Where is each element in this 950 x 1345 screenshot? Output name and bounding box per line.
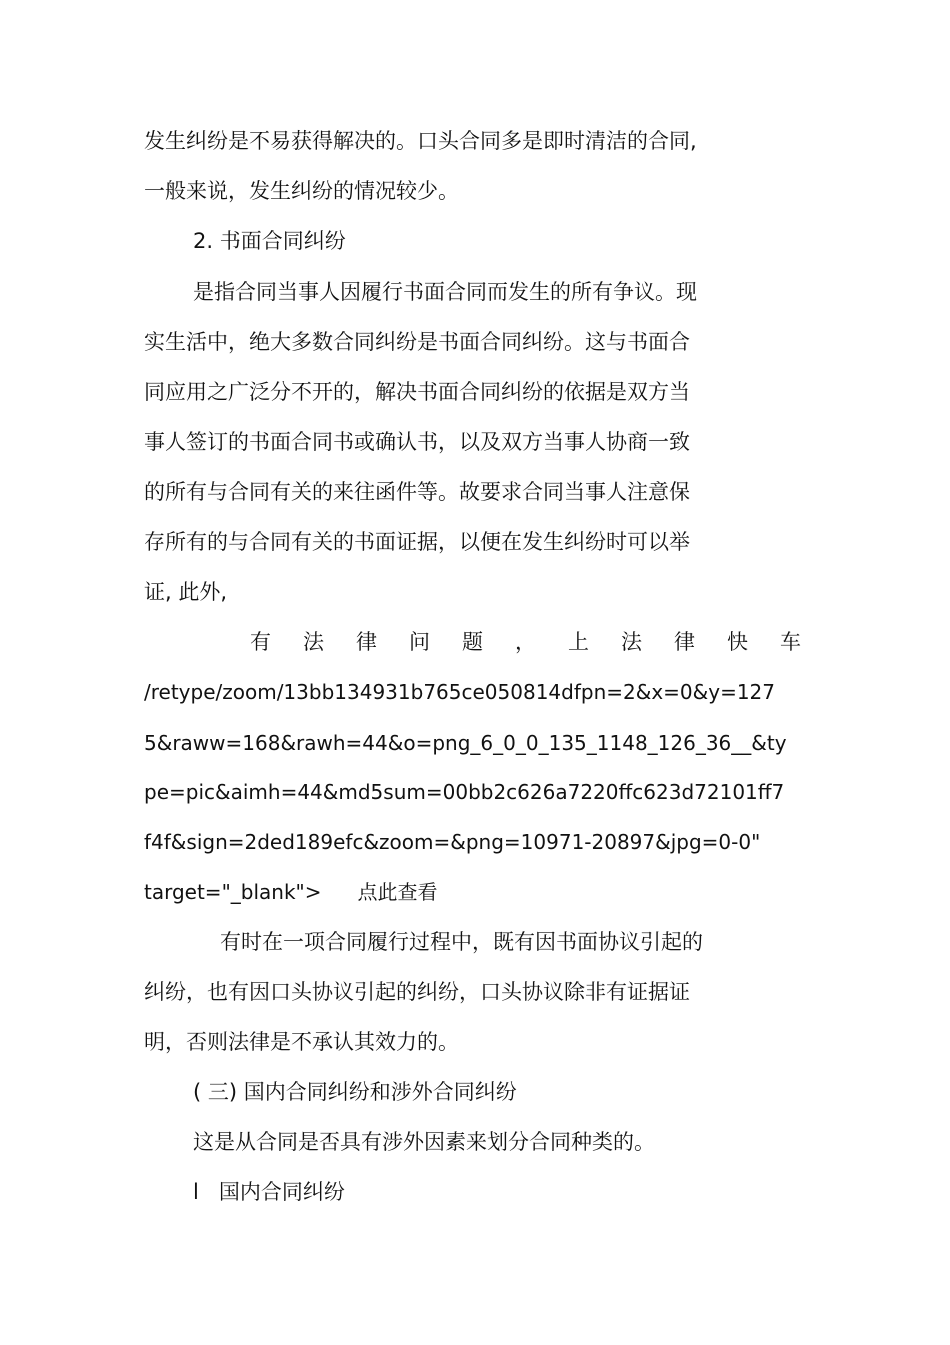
paragraph-line: 实生活中，绝大多数合同纠纷是书面合同纠纷。这与书面合: [144, 330, 690, 354]
paragraph-line: 一般来说，发生纠纷的情况较少。: [144, 179, 459, 203]
paragraph-line: 纠纷，也有因口头协议引起的纠纷，口头协议除非有证据证: [144, 980, 690, 1004]
url-fragment: 5&raww=168&rawh=44&o=png_6_0_0_135_1148_126_36__&ty: [144, 731, 787, 755]
paragraph-line: 同应用之广泛分不开的，解决书面合同纠纷的依据是双方当: [144, 380, 690, 404]
section-heading: l 国内合同纠纷: [193, 1180, 345, 1204]
paragraph-line: 有时在一项合同履行过程中，既有因书面协议引起的: [220, 930, 703, 954]
paragraph-line: 是指合同当事人因履行书面合同而发生的所有争议。现: [193, 280, 697, 304]
paragraph-line: 发生纠纷是不易获得解决的。口头合同多是即时清洁的合同,: [144, 129, 697, 153]
url-fragment: f4f&sign=2ded189efc&zoom=&png=10971-20897&jpg=0-0": [144, 830, 761, 854]
view-link[interactable]: 点此查看: [357, 880, 438, 904]
url-fragment: /retype/zoom/13bb134931b765ce050814dfpn=2&x=0&y=127: [144, 680, 776, 704]
paragraph-line: 这是从合同是否具有涉外因素来划分合同种类的。: [193, 1130, 655, 1154]
paragraph-line: 存所有的与合同有关的书面证据，以便在发生纠纷时可以举: [144, 530, 690, 554]
url-fragment: target="_blank">: [144, 880, 322, 904]
paragraph-line: 明，否则法律是不承认其效力的。: [144, 1030, 459, 1054]
url-fragment: pe=pic&aimh=44&md5sum=00bb2c626a7220ffc623d72101ff7: [144, 780, 785, 804]
section-heading: ( 三) 国内合同纠纷和涉外合同纠纷: [193, 1080, 517, 1104]
url-fragment-line: [144, 877, 438, 907]
paragraph-line: 事人签订的书面合同书或确认书，以及双方当事人协商一致: [144, 430, 690, 454]
section-heading: 2. 书面合同纠纷: [193, 229, 346, 253]
paragraph-line: 证, 此外,: [144, 580, 228, 604]
paragraph-line: 的所有与合同有关的来往函件等。故要求合同当事人注意保: [144, 480, 690, 504]
ad-link-text[interactable]: 有法律问题，上法律快车: [250, 630, 833, 654]
